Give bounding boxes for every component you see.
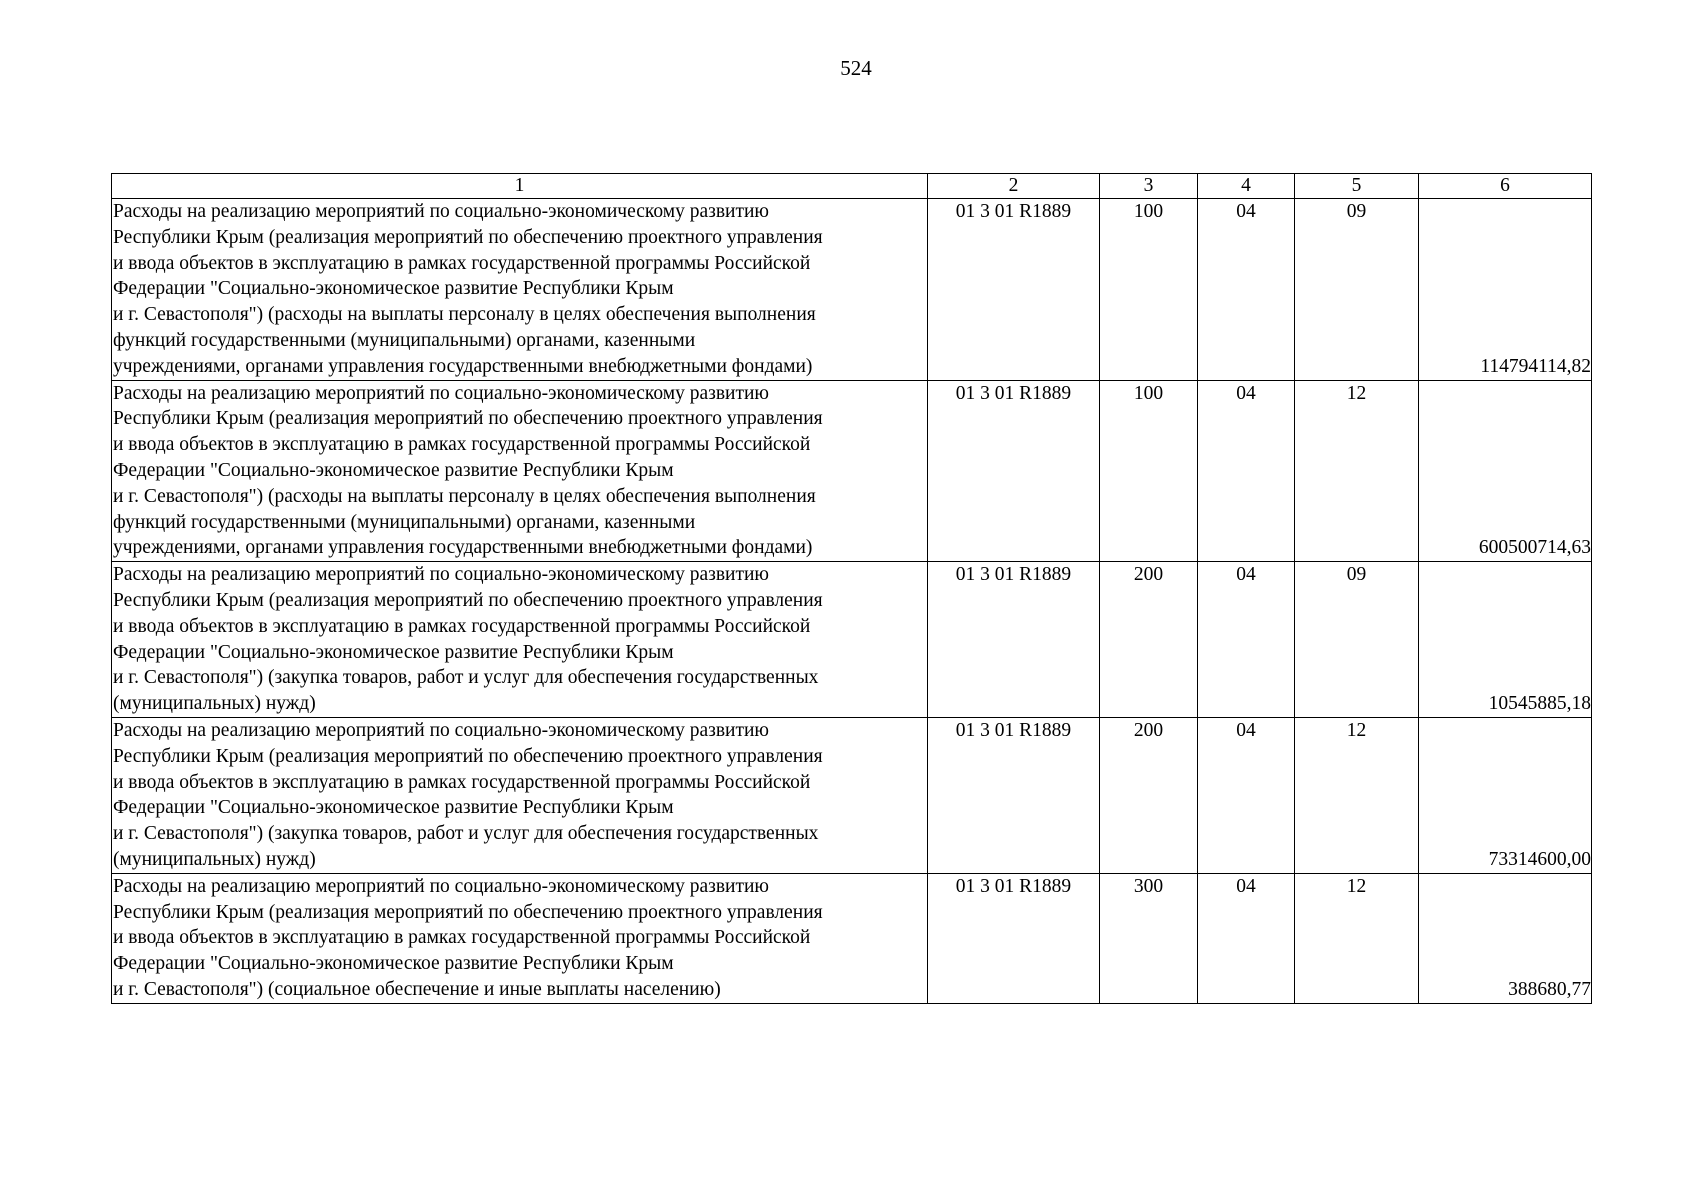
expense-type-code: 100 bbox=[1100, 380, 1198, 562]
expense-description: Расходы на реализацию мероприятий по социально-экономическому развитию Республики Крым (реализация мероприятий по обеспечению проектного управления и ввода объектов в эксплуатацию в рамках государственной программы Российской Федерации "Социально-экономическое развитие Республики Крым и г. Севастополя") (закупка товаров, работ и услуг для обеспечения государственных (муниципальных) нужд) bbox=[112, 562, 928, 718]
subsection-code: 12 bbox=[1295, 873, 1419, 1003]
table-row bbox=[112, 717, 1592, 873]
target-article-code: 01 3 01 R1889 bbox=[928, 717, 1100, 873]
budget-table bbox=[111, 173, 1592, 1004]
target-article-code: 01 3 01 R1889 bbox=[928, 873, 1100, 1003]
page-number: 524 bbox=[840, 56, 872, 80]
table-row bbox=[112, 199, 1592, 381]
amount: 388680,77 bbox=[1419, 873, 1592, 1003]
expense-type-code: 300 bbox=[1100, 873, 1198, 1003]
expense-type-code: 200 bbox=[1100, 717, 1198, 873]
subsection-code: 12 bbox=[1295, 717, 1419, 873]
column-header: 6 bbox=[1419, 174, 1592, 199]
column-header: 1 bbox=[112, 174, 928, 199]
expense-description: Расходы на реализацию мероприятий по социально-экономическому развитию Республики Крым (реализация мероприятий по обеспечению проектного управления и ввода объектов в эксплуатацию в рамках государственной программы Российской Федерации "Социально-экономическое развитие Республики Крым и г. Севастополя") (социальное обеспечение и иные выплаты населению) bbox=[112, 873, 928, 1003]
section-code: 04 bbox=[1198, 873, 1295, 1003]
table-row bbox=[112, 873, 1592, 1003]
subsection-code: 09 bbox=[1295, 562, 1419, 718]
amount: 73314600,00 bbox=[1419, 717, 1592, 873]
expense-description: Расходы на реализацию мероприятий по социально-экономическому развитию Республики Крым (реализация мероприятий по обеспечению проектного управления и ввода объектов в эксплуатацию в рамках государственной программы Российской Федерации "Социально-экономическое развитие Республики Крым и г. Севастополя") (расходы на выплаты персоналу в целях обеспечения выполнения функций государственными (муниципальными) органами, казенными учреждениями, органами управления государственными внебюджетными фондами) bbox=[112, 380, 928, 562]
section-code: 04 bbox=[1198, 562, 1295, 718]
expense-type-code: 100 bbox=[1100, 199, 1198, 381]
section-code: 04 bbox=[1198, 717, 1295, 873]
expense-type-code: 200 bbox=[1100, 562, 1198, 718]
column-header: 4 bbox=[1198, 174, 1295, 199]
expense-description: Расходы на реализацию мероприятий по социально-экономическому развитию Республики Крым (реализация мероприятий по обеспечению проектного управления и ввода объектов в эксплуатацию в рамках государственной программы Российской Федерации "Социально-экономическое развитие Республики Крым и г. Севастополя") (расходы на выплаты персоналу в целях обеспечения выполнения функций государственными (муниципальными) органами, казенными учреждениями, органами управления государственными внебюджетными фондами) bbox=[112, 199, 928, 381]
column-header: 5 bbox=[1295, 174, 1419, 199]
table-row bbox=[112, 562, 1592, 718]
amount: 114794114,82 bbox=[1419, 199, 1592, 381]
expense-description: Расходы на реализацию мероприятий по социально-экономическому развитию Республики Крым (реализация мероприятий по обеспечению проектного управления и ввода объектов в эксплуатацию в рамках государственной программы Российской Федерации "Социально-экономическое развитие Республики Крым и г. Севастополя") (закупка товаров, работ и услуг для обеспечения государственных (муниципальных) нужд) bbox=[112, 717, 928, 873]
subsection-code: 12 bbox=[1295, 380, 1419, 562]
column-header: 2 bbox=[928, 174, 1100, 199]
table-header-row bbox=[112, 174, 1592, 199]
subsection-code: 09 bbox=[1295, 199, 1419, 381]
column-header: 3 bbox=[1100, 174, 1198, 199]
section-code: 04 bbox=[1198, 199, 1295, 381]
amount: 10545885,18 bbox=[1419, 562, 1592, 718]
target-article-code: 01 3 01 R1889 bbox=[928, 199, 1100, 381]
table-row bbox=[112, 380, 1592, 562]
target-article-code: 01 3 01 R1889 bbox=[928, 380, 1100, 562]
target-article-code: 01 3 01 R1889 bbox=[928, 562, 1100, 718]
amount: 600500714,63 bbox=[1419, 380, 1592, 562]
section-code: 04 bbox=[1198, 380, 1295, 562]
